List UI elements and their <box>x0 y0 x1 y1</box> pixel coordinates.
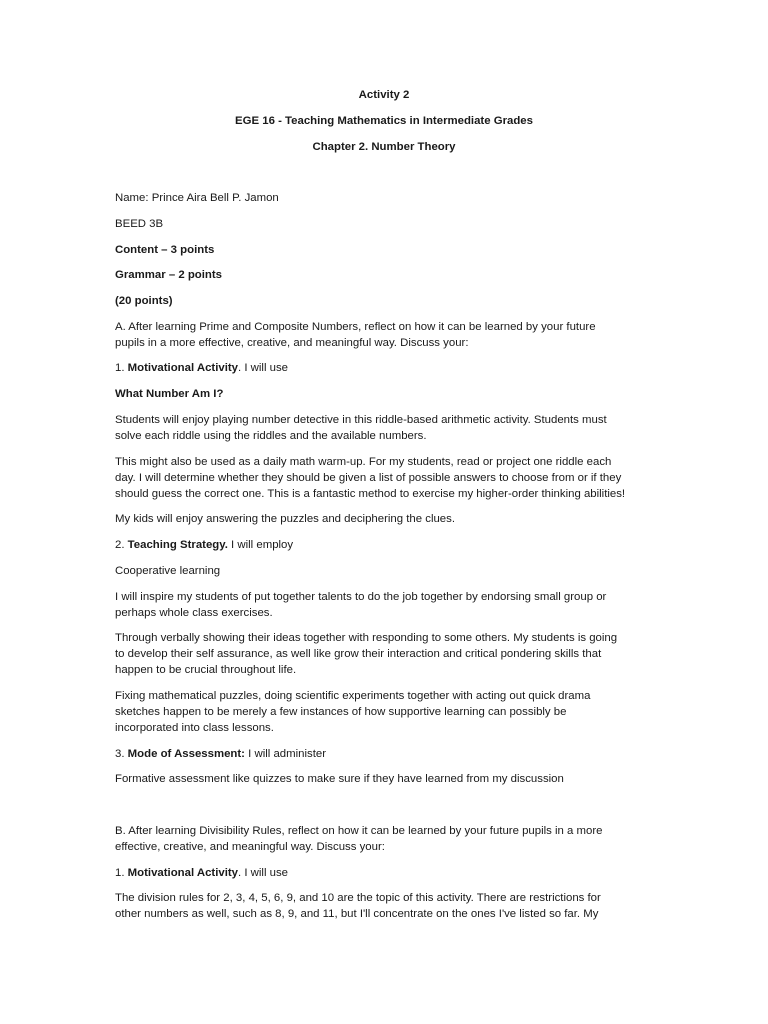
part-b-prompt-line-2: effective, creative, and meaningful way. Discuss your: <box>115 841 385 853</box>
paragraph-line: day. I will determine whether they should be given a list of possible answers to choose from or if they <box>115 472 622 484</box>
paragraph-line: to develop their self assurance, as well like grow their interaction and critical pondering skills that <box>115 648 602 660</box>
paragraph-line: incorporated into class lessons. <box>115 722 274 734</box>
rubric-content: Content – 3 points <box>115 244 215 256</box>
part-a-strategy-heading <box>115 537 655 553</box>
item-label: Mode of Assessment: <box>127 748 245 760</box>
part-a-motivational-heading <box>115 360 655 376</box>
item-number: 3. <box>115 748 128 760</box>
paragraph-line: I will inspire my students of put together talents to do the job together by endorsing small group or <box>115 591 607 603</box>
part-a-prompt-line-1: A. After learning Prime and Composite Numbers, reflect on how it can be learned by your future <box>115 321 596 333</box>
item-number: 1. <box>115 362 128 374</box>
rubric-grammar: Grammar – 2 points <box>115 269 222 281</box>
paragraph-line: Students will enjoy playing number detective in this riddle-based arithmetic activity. Students must <box>115 414 607 426</box>
paragraph-line: other numbers as well, such as 8, 9, and 11, but I'll concentrate on the ones I've listed so far. My <box>115 908 599 920</box>
paragraph-line: solve each riddle using the riddles and the available numbers. <box>115 430 427 442</box>
paragraph-line: perhaps whole class exercises. <box>115 607 273 619</box>
item-label: Teaching Strategy. <box>127 539 228 551</box>
item-label: Motivational Activity <box>127 362 239 374</box>
paragraph-line: My kids will enjoy answering the puzzles and deciphering the clues. <box>115 513 456 525</box>
paragraph-line: sketches happen to be merely a few instances of how supportive learning can possibly be <box>115 706 567 718</box>
student-section: BEED 3B <box>115 218 164 230</box>
activity-title: Activity 2 <box>358 89 410 101</box>
item-rest: I will employ <box>227 539 294 551</box>
item-rest: . I will use <box>238 867 289 879</box>
paragraph-line: Fixing mathematical puzzles, doing scientific experiments together with acting out quick drama <box>115 690 591 702</box>
item-label: Motivational Activity <box>127 867 239 879</box>
item-rest: . I will use <box>238 362 289 374</box>
part-a-prompt-line-2: pupils in a more effective, creative, and meaningful way. Discuss your: <box>115 337 469 349</box>
student-name: Name: Prince Aira Bell P. Jamon <box>115 192 279 204</box>
part-a-assessment-heading <box>115 746 655 762</box>
course-title: EGE 16 - Teaching Mathematics in Intermediate Grades <box>235 115 533 127</box>
paragraph-line: This might also be used as a daily math warm-up. For my students, read or project one riddle each <box>115 456 612 468</box>
part-b-prompt-line-1: B. After learning Divisibility Rules, reflect on how it can be learned by your future pupils in a more <box>115 825 603 837</box>
item-number: 2. <box>115 539 128 551</box>
strategy-name: Cooperative learning <box>115 565 221 577</box>
part-b-motivational-heading <box>115 865 655 881</box>
paragraph-line: happen to be crucial throughout life. <box>115 664 297 676</box>
paragraph-line: Formative assessment like quizzes to make sure if they have learned from my discussion <box>115 773 564 785</box>
item-rest: I will administer <box>244 748 327 760</box>
activity-name: What Number Am I? <box>115 388 224 400</box>
chapter-title: Chapter 2. Number Theory <box>312 141 456 153</box>
paragraph-line: Through verbally showing their ideas together with responding to some others. My students is going <box>115 632 618 644</box>
item-number: 1. <box>115 867 128 879</box>
paragraph-line: The division rules for 2, 3, 4, 5, 6, 9, and 10 are the topic of this activity. There are restrictions for <box>115 892 601 904</box>
rubric-total: (20 points) <box>115 295 173 307</box>
paragraph-line: should guess the correct one. This is a fantastic method to exercise my higher-order thinking abilities! <box>115 488 626 500</box>
